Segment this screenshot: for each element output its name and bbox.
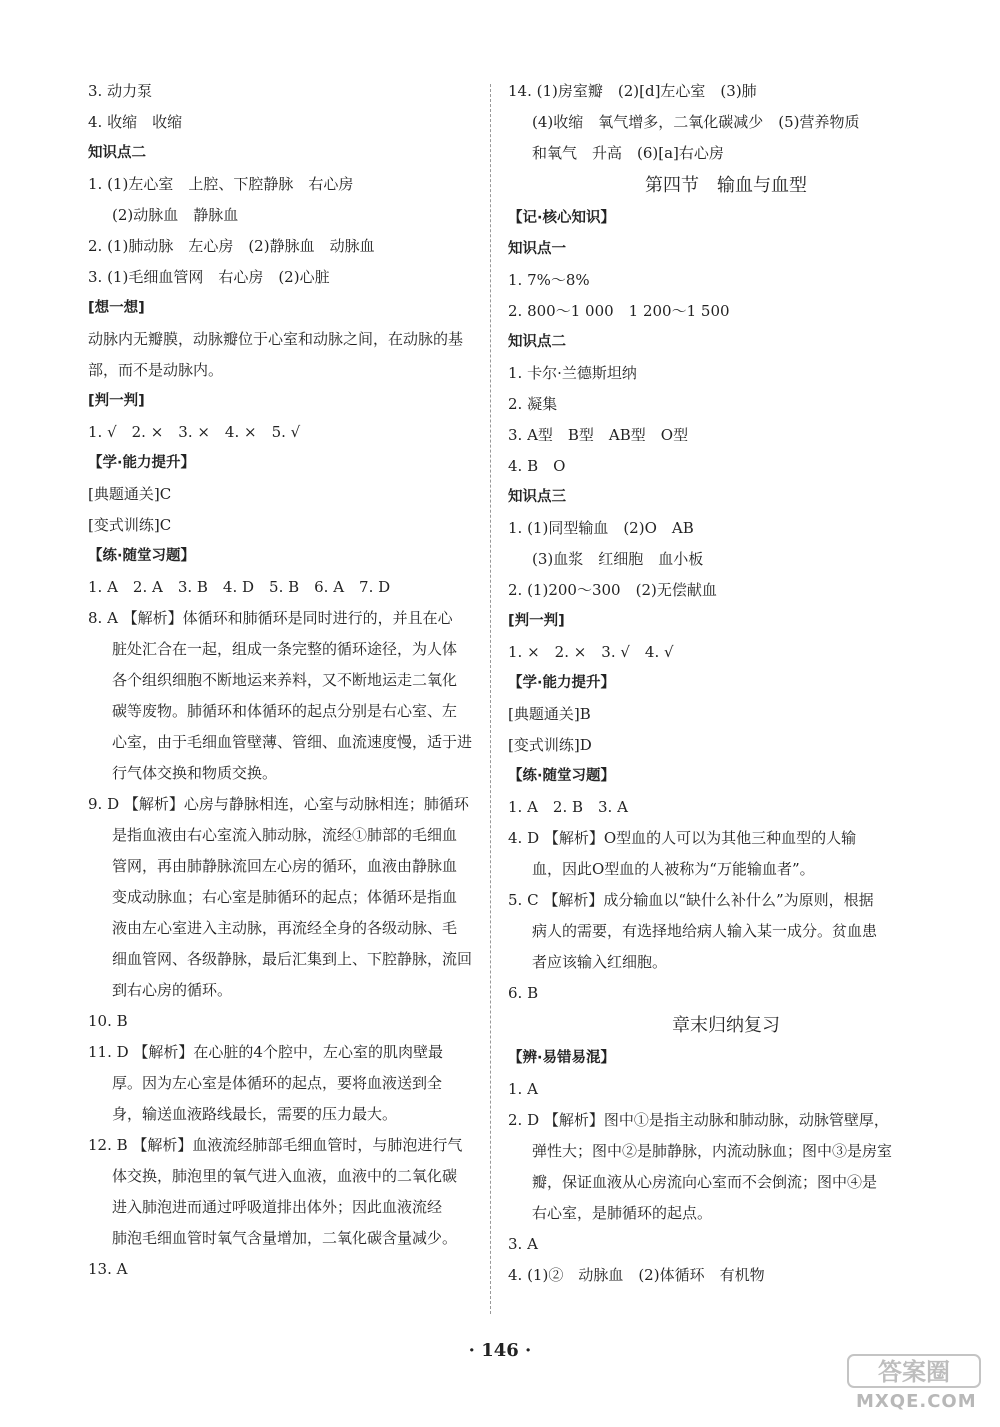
section-heading: 【记·核心知识】: [508, 210, 616, 226]
answer-line: 4. B O: [508, 457, 566, 475]
answer-line: 4. D 【解析】O型血的人可以为其他三种血型的人输: [508, 829, 857, 847]
answer-line: (2)动脉血 静脉血: [112, 206, 239, 224]
svg-text:答案圈: 答案圈: [878, 1358, 950, 1386]
answer-line: 1. 7%～8%: [508, 271, 590, 289]
section-heading: 【学·能力提升】: [508, 675, 616, 691]
answer-line: 2. (1)200～300 (2)无偿献血: [508, 581, 717, 599]
answer-line: 脏处汇合在一起，组成一条完整的循环途径，为人体: [112, 640, 458, 658]
right-column: [508, 76, 904, 1291]
answer-line: 1. A 2. A 3. B 4. D 5. B 6. A 7. D: [88, 578, 391, 596]
answer-line: 细血管网、各级静脉，最后汇集到上、下腔静脉，流回: [112, 950, 473, 968]
section-heading: 知识点二: [508, 334, 566, 350]
answer-line: 3. 动力泵: [88, 82, 153, 100]
answer-line: 变成动脉血；右心室是肺循环的起点；体循环是指血: [112, 888, 458, 906]
answer-line: 管网，再由肺静脉流回左心房的循环，血液由静脉血: [112, 857, 458, 875]
answer-line: 14. (1)房室瓣 (2)[d]左心室 (3)肺: [508, 82, 757, 100]
answer-line: 肺泡毛细血管时氧气含量增加，二氧化碳含量减少。: [112, 1229, 458, 1247]
answer-line: 11. D 【解析】在心脏的4个腔中，左心室的肌肉壁最: [88, 1043, 443, 1061]
answer-line: 2. 凝集: [508, 395, 558, 413]
answer-line: 体交换，肺泡里的氧气进入血液，血液中的二氧化碳: [112, 1167, 458, 1185]
section-title: 章末归纳复习: [672, 1015, 780, 1036]
answer-line: 8. A 【解析】体循环和肺循环是同时进行的，并且在心: [88, 609, 453, 627]
answer-line: [典题通关]C: [88, 485, 172, 503]
column-divider: [490, 84, 491, 1314]
answer-line: 1. A 2. B 3. A: [508, 798, 628, 816]
answer-line: 动脉内无瓣膜，动脉瓣位于心室和动脉之间，在动脉的基: [88, 330, 464, 348]
answer-line: 1. A: [508, 1080, 538, 1098]
page-number: · 146 ·: [468, 1340, 532, 1361]
watermark: [846, 1351, 982, 1413]
answer-line: [典题通关]B: [508, 705, 591, 723]
answer-line: 碳等废物。肺循环和体循环的起点分别是右心室、左: [112, 702, 458, 720]
answer-line: 1. (1)左心室 上腔、下腔静脉 右心房: [88, 175, 354, 193]
answer-line: [变式训练]C: [88, 516, 172, 534]
answer-line: 病人的需要，有选择地给病人输入某一成分。贫血患: [532, 922, 878, 940]
answer-line: 2. D 【解析】图中①是指主动脉和肺动脉，动脉管壁厚，: [508, 1111, 889, 1129]
section-heading: 知识点三: [508, 489, 566, 505]
watermark-logo-icon: [846, 1351, 982, 1391]
answer-line: 心室，由于毛细血管壁薄、管细、血流速度慢，适于进: [112, 733, 473, 751]
section-heading: [判一判]: [88, 393, 145, 409]
answer-line: 13. A: [88, 1260, 128, 1278]
answer-line: [变式训练]D: [508, 736, 592, 754]
answer-line: 2. (1)肺动脉 左心房 (2)静脉血 动脉血: [88, 237, 375, 255]
answer-line: 2. 800～1 000 1 200～1 500: [508, 302, 730, 320]
answer-line: 3. A型 B型 AB型 O型: [508, 426, 689, 444]
section-heading: 知识点二: [88, 145, 146, 161]
answer-line: 到右心房的循环。: [112, 981, 233, 999]
answer-line: 1. 卡尔·兰德斯坦纳: [508, 364, 637, 382]
section-heading: 【练·随堂习题】: [88, 548, 196, 564]
answer-line: 者应该输入红细胞。: [532, 953, 668, 971]
answer-line: 液由左心室进入主动脉，再流经全身的各级动脉、毛: [112, 919, 458, 937]
answer-line: 10. B: [88, 1012, 128, 1030]
section-heading: [判一判]: [508, 613, 565, 629]
answer-line: 3. (1)毛细血管网 右心房 (2)心脏: [88, 268, 330, 286]
answer-line: 4. (1)② 动脉血 (2)体循环 有机物: [508, 1266, 765, 1284]
answer-line: 9. D 【解析】心房与静脉相连，心室与动脉相连；肺循环: [88, 795, 469, 813]
answer-line: 和氧气 升高 (6)[a]右心房: [532, 144, 724, 162]
answer-line: 6. B: [508, 984, 539, 1002]
left-column: [88, 76, 474, 1285]
answer-line: 各个组织细胞不断地运来养料，又不断地运走二氧化: [112, 671, 458, 689]
answer-line: 弹性大；图中②是肺静脉，内流动脉血；图中③是房室: [532, 1142, 893, 1160]
answer-line: 部，而不是动脉内。: [88, 361, 224, 379]
answer-line: 血，因此O型血的人被称为“万能输血者”。: [532, 860, 815, 878]
section-title: 第四节 输血与血型: [645, 175, 807, 196]
section-heading: 知识点一: [508, 241, 566, 257]
answer-line: 行气体交换和物质交换。: [112, 764, 278, 782]
answer-line: 是指血液由右心室流入肺动脉，流经①肺部的毛细血: [112, 826, 458, 844]
answer-line: 1. √ 2. × 3. × 4. × 5. √: [88, 423, 301, 441]
answer-line: 右心室，是肺循环的起点。: [532, 1204, 713, 1222]
answer-line: 进入肺泡进而通过呼吸道排出体外；因此血液流经: [112, 1198, 443, 1216]
answer-line: 厚。因为左心室是体循环的起点，要将血液送到全: [112, 1074, 443, 1092]
answer-line: 12. B 【解析】血液流经肺部毛细血管时，与肺泡进行气: [88, 1136, 463, 1154]
answer-line: 3. A: [508, 1235, 538, 1253]
answer-line: 1. × 2. × 3. √ 4. √: [508, 643, 674, 661]
watermark-url: MXQE.COM: [856, 1391, 977, 1412]
answer-line: (3)血浆 红细胞 血小板: [532, 550, 704, 568]
answer-line: 1. (1)同型输血 (2)O AB: [508, 519, 694, 537]
answer-line: 身，输送血液路线最长，需要的压力最大。: [112, 1105, 398, 1123]
answer-line: 4. 收缩 收缩: [88, 113, 183, 131]
section-heading: 【学·能力提升】: [88, 455, 196, 471]
section-heading: 【练·随堂习题】: [508, 768, 616, 784]
section-heading: [想一想]: [88, 300, 145, 316]
answer-line: 瓣，保证血液从心房流向心室而不会倒流；图中④是: [532, 1173, 878, 1191]
section-heading: 【辨·易错易混】: [508, 1050, 616, 1066]
answer-line: 5. C 【解析】成分输血以“缺什么补什么”为原则，根据: [508, 891, 874, 909]
answer-line: (4)收缩 氧气增多，二氧化碳减少 (5)营养物质: [532, 113, 860, 131]
